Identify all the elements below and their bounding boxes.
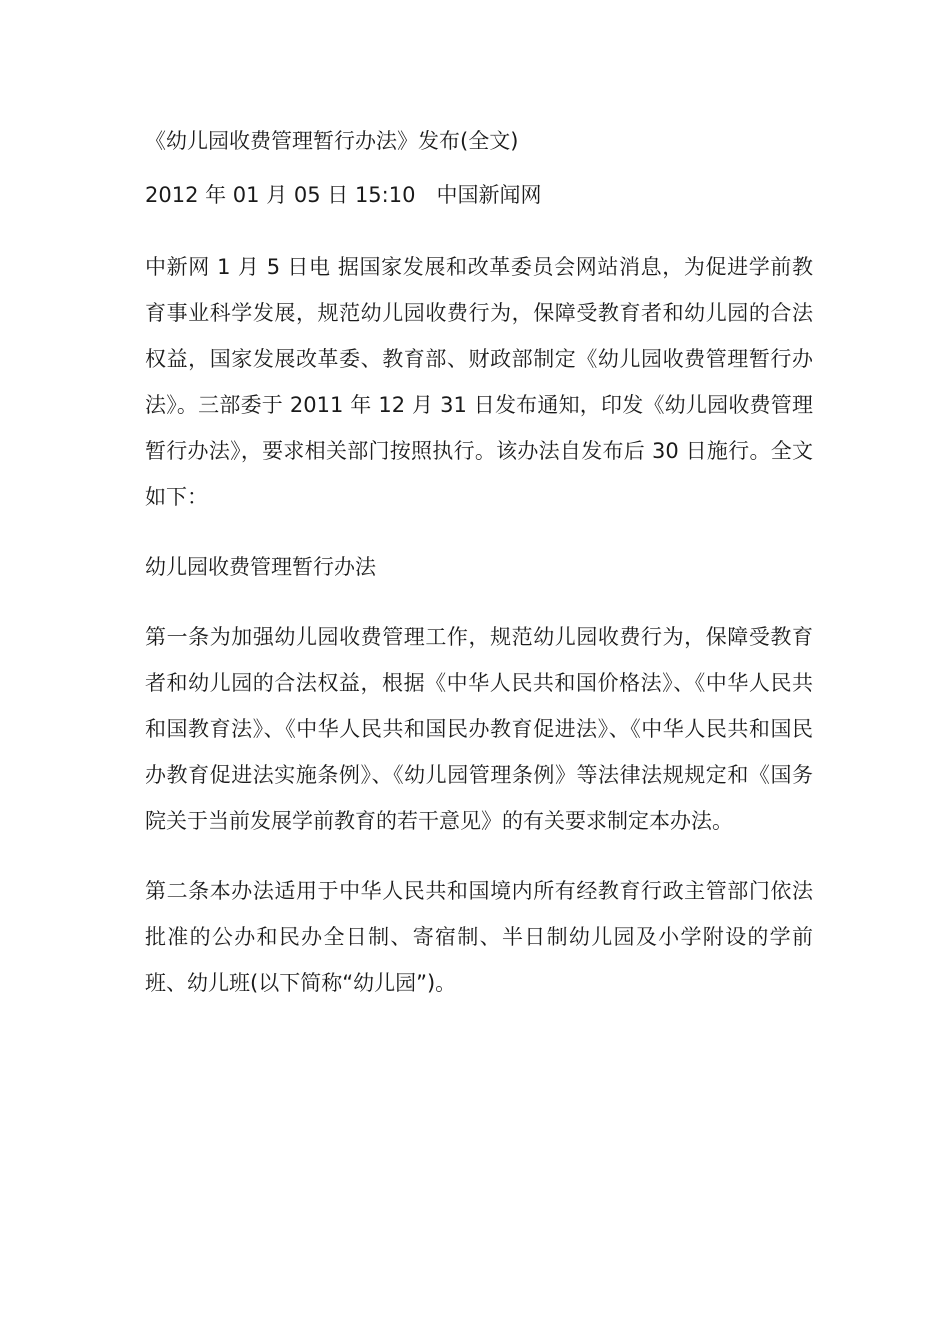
regulation-heading: 幼儿园收费管理暂行办法 bbox=[145, 555, 376, 579]
article-two-paragraph: 第二条本办法适用于中华人民共和国境内所有经教育行政主管部门依法批准的公办和民办全日制、寄宿制、半日制幼儿园及小学附设的学前班、幼儿班(以下简称“幼儿园”)。 bbox=[145, 879, 813, 995]
document-page bbox=[145, 118, 813, 1006]
intro-paragraph: 中新网 1 月 5 日电 据国家发展和改革委员会网站消息，为促进学前教育事业科学发展，规范幼儿园收费行为，保障受教育者和幼儿园的合法权益，国家发展改革委、教育部、财政部制定《幼儿园收费管理暂行办法》。三部委于 2011 年 12 月 31 日发布通知，印发《幼儿园收费管理暂行办法》，要求相关部门按照执行。该办法自发布后 30 日施行。全文如下： bbox=[145, 255, 813, 509]
article-title: 《幼儿园收费管理暂行办法》发布(全文) bbox=[145, 129, 519, 153]
article-one-paragraph: 第一条为加强幼儿园收费管理工作，规范幼儿园收费行为，保障受教育者和幼儿园的合法权益，根据《中华人民共和国价格法》、《中华人民共和国教育法》、《中华人民共和国民办教育促进法》、《中华人民共和国民办教育促进法实施条例》、《幼儿园管理条例》等法律法规规定和《国务院关于当前发展学前教育的若干意见》的有关要求制定本办法。 bbox=[145, 625, 813, 833]
article-dateline: 2012 年 01 月 05 日 15:10 中国新闻网 bbox=[145, 183, 542, 207]
